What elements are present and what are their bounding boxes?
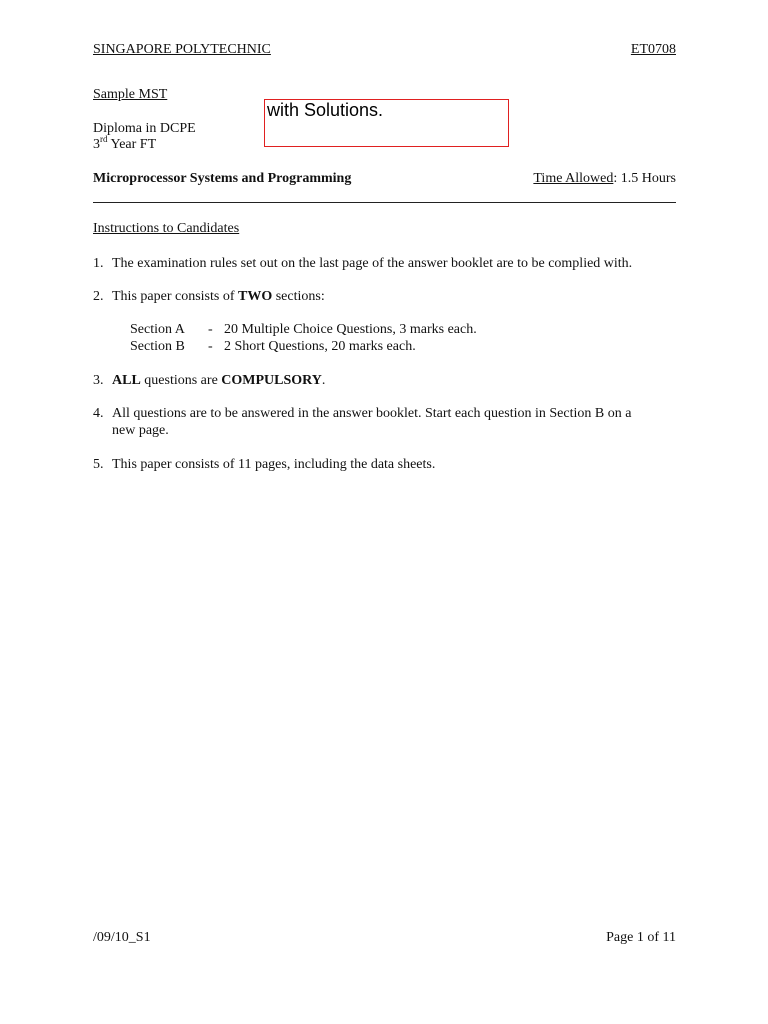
instruction-text (112, 373, 325, 389)
header-divider (93, 202, 676, 203)
paper-type: Sample MST (93, 87, 168, 102)
page-number: Page 1 of 11 (606, 930, 676, 945)
year-rest: Year FT (107, 137, 157, 152)
instructions-heading: Instructions to Candidates (93, 221, 240, 236)
year-number: 3 (93, 137, 100, 152)
footer-reference: /09/10_S1 (93, 930, 151, 945)
section-name: Section B (130, 339, 185, 354)
instruction-text-part: . (321, 373, 326, 388)
annotation-text: with Solutions. (267, 100, 384, 120)
instruction-text: This paper consists of 11 pages, including the data sheets. (112, 457, 436, 472)
year-of-study (93, 134, 157, 153)
subject-title: Microprocessor Systems and Programming (93, 171, 352, 186)
course-code: ET0708 (630, 42, 676, 57)
instruction-text: The examination rules set out on the last page of the answer booklet are to be complied with. (112, 256, 633, 271)
time-allowed-label: Time Allowed (533, 171, 614, 186)
time-allowed-value: : 1.5 Hours (613, 171, 676, 186)
instruction-emphasis: COMPULSORY (221, 373, 322, 388)
year-suffix: rd (100, 134, 108, 144)
section-name: Section A (130, 322, 185, 337)
instruction-text-continued: new page. (112, 423, 169, 438)
instruction-text-part: This paper consists of (112, 289, 238, 304)
annotation-box (264, 99, 509, 147)
section-dash: - (208, 322, 213, 337)
instruction-number: 2. (93, 289, 104, 304)
section-description: 20 Multiple Choice Questions, 3 marks each. (224, 322, 477, 337)
instruction-emphasis: TWO (237, 289, 273, 304)
instruction-number: 1. (93, 256, 104, 271)
instruction-number: 3. (93, 373, 104, 388)
section-dash: - (208, 339, 213, 354)
time-allowed (533, 171, 676, 187)
instruction-number: 5. (93, 457, 104, 472)
instruction-text-part: sections: (272, 289, 325, 304)
institution-name: SINGAPORE POLYTECHNIC (93, 42, 271, 57)
instruction-emphasis: ALL (112, 373, 141, 388)
section-description: 2 Short Questions, 20 marks each. (224, 339, 416, 354)
diploma-name: Diploma in DCPE (93, 121, 196, 136)
instruction-text (112, 289, 325, 305)
instruction-number: 4. (93, 406, 104, 421)
instruction-text: All questions are to be answered in the answer booklet. Start each question in Section B on a (112, 406, 632, 421)
instruction-text-part: questions are (140, 373, 222, 388)
